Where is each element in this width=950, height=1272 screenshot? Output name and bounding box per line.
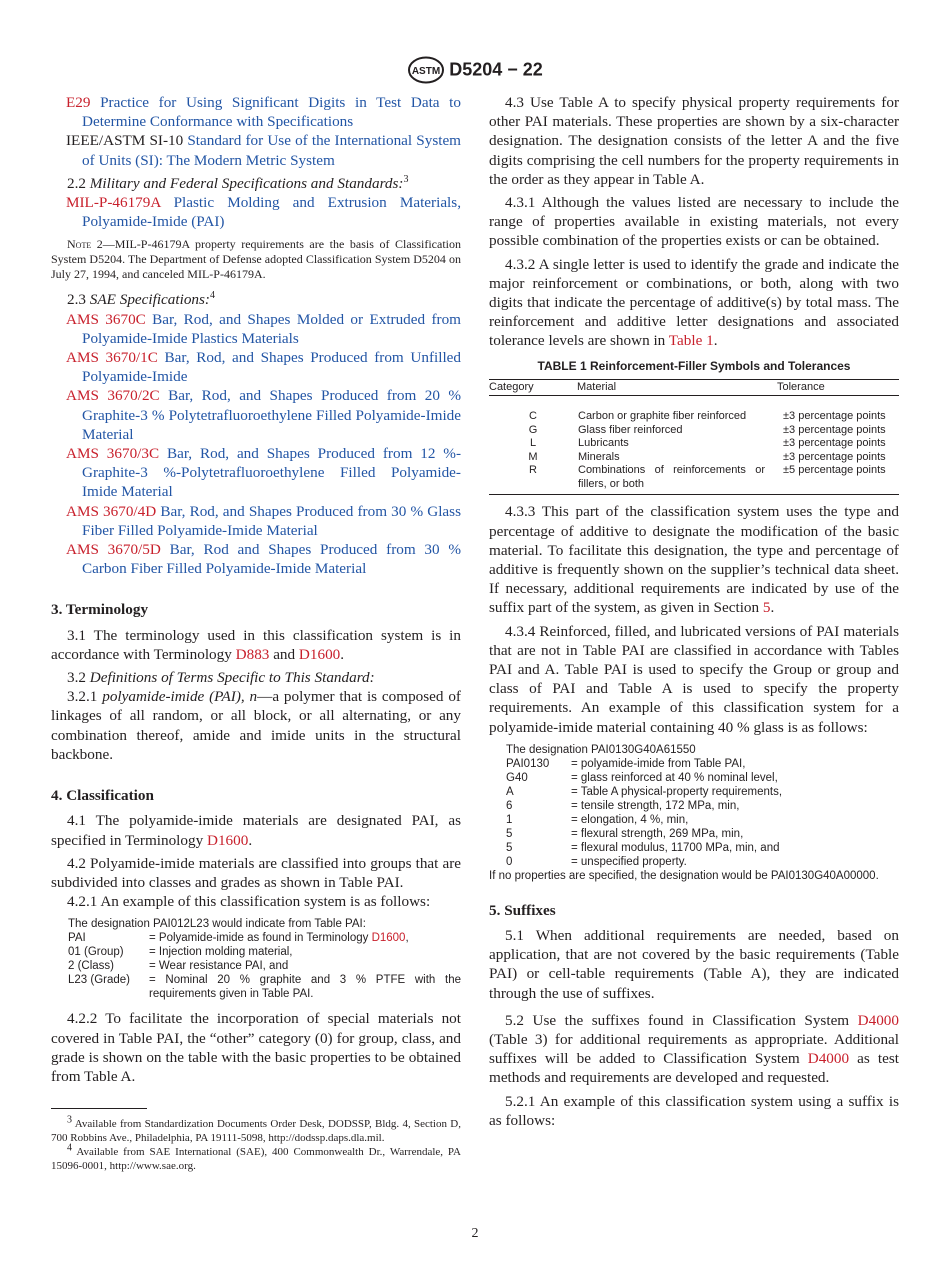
footnote-4-num: 4 bbox=[67, 1142, 72, 1154]
footnote-divider bbox=[51, 1108, 147, 1109]
designation: D5204 − 22 bbox=[449, 59, 543, 80]
sae-ref-code[interactable]: AMS 3670/4D bbox=[66, 502, 157, 520]
example-row bbox=[506, 841, 782, 855]
para-4-2-2: 4.2.2 To facilitate the incorporation of special materials not covered in Table PAI, the “other” category (0) for group, class, and grade is shown on the table with the basic properties to be obtained from Table A. bbox=[51, 1010, 461, 1085]
table-1 bbox=[489, 379, 899, 496]
ref-si10-code: IEEE/ASTM SI-10 bbox=[66, 132, 184, 150]
ref-mil-code[interactable]: MIL-P-46179A bbox=[66, 194, 161, 212]
table-cell: L bbox=[529, 437, 537, 450]
link-d1600[interactable]: D1600 bbox=[298, 645, 341, 663]
table-row bbox=[489, 396, 899, 424]
astm-logo-icon bbox=[407, 56, 445, 84]
section-2-2 bbox=[51, 174, 461, 193]
link-d4000[interactable]: D4000 bbox=[807, 1050, 850, 1068]
example-value: = unspecified property. bbox=[571, 855, 687, 868]
para-4-3-2-text: . bbox=[713, 332, 718, 350]
footnote-3 bbox=[51, 1114, 461, 1145]
section-2-2-num: 2.2 bbox=[67, 174, 86, 192]
table-cell: M bbox=[528, 450, 538, 463]
para-3-1-text: and bbox=[269, 645, 299, 663]
table-header-row bbox=[489, 379, 899, 396]
ref-mil bbox=[51, 193, 461, 231]
sae-ref-title[interactable]: Bar, Rod, and Shapes Molded or Extruded from Polyamide-Imide Plastics Materials bbox=[82, 310, 461, 347]
table-cell: Lubricants bbox=[578, 437, 629, 450]
example-value: = Injection molding material, bbox=[149, 946, 293, 959]
example-value: = Wear resistance PAI, and bbox=[149, 960, 289, 973]
sae-ref bbox=[51, 348, 461, 386]
para-4-1 bbox=[51, 811, 461, 849]
example-value: = flexural strength, 269 MPa, min, bbox=[571, 827, 744, 840]
svg-text:ASTM: ASTM bbox=[412, 66, 441, 77]
section-2-3 bbox=[51, 290, 461, 309]
example-table bbox=[68, 931, 461, 1001]
example-pai0130g40a61550 bbox=[489, 743, 899, 883]
para-4-3-3-text: . bbox=[770, 599, 775, 617]
defined-term: polyamide-imide (PAI), n bbox=[102, 688, 258, 706]
example-row bbox=[68, 931, 461, 945]
heading-suffixes: 5. Suffixes bbox=[489, 901, 556, 919]
table-cell: G bbox=[528, 423, 538, 436]
link-table-1[interactable]: Table 1 bbox=[668, 332, 714, 350]
definition-text: —a polymer that is composed of linkages of all random, or all block, or all alternating, or any combination thereof, amide and imide units in the structural backbone. bbox=[51, 688, 461, 763]
page-header bbox=[0, 56, 950, 84]
sae-ref-title[interactable]: Bar, Rod and Shapes Produced from 30 % Carbon Fiber Filled Polyamide-Imide Material bbox=[82, 541, 462, 578]
para-4-3-1: 4.3.1 Although the values listed are necessary to include the range of properties available in existing materials, not every possible combination of the properties exists or can be obtained. bbox=[489, 194, 899, 250]
para-4-1-text: . bbox=[248, 831, 253, 849]
column-header: Category bbox=[489, 379, 577, 396]
example-key: PAI0130 bbox=[506, 757, 550, 770]
ref-si10-title[interactable]: Standard for Use of the International System of Units (SI): The Modern Metric System bbox=[82, 132, 462, 169]
table-cell: ±3 percentage points bbox=[783, 437, 886, 450]
para-4-2: 4.2 Polyamide-imide materials are classified into groups that are subdivided into classes and grades as shown in Table PAI. bbox=[51, 854, 461, 891]
link-d883[interactable]: D883 bbox=[235, 645, 270, 663]
ref-e29 bbox=[51, 93, 461, 131]
column-header: Tolerance bbox=[777, 379, 899, 396]
example-key: 1 bbox=[506, 813, 513, 826]
sae-ref-code[interactable]: AMS 3670/5D bbox=[66, 541, 161, 559]
table-cell: Carbon or graphite fiber reinforced bbox=[578, 410, 747, 423]
para-5-2-text: (Table 3) for additional requirements as appropriate. Additional suffixes will be added to Classification System bbox=[489, 1031, 899, 1068]
left-column bbox=[51, 93, 461, 1086]
ref-e29-code[interactable]: E29 bbox=[66, 94, 91, 111]
example-row bbox=[506, 827, 782, 841]
para-5-1: 5.1 When additional requirements are needed, based on application, that are not covered by the basic requirements (Table PAI) or cell-table requirements (Table A), they are indicated through the use of suffixes. bbox=[489, 926, 899, 1002]
example-key: 0 bbox=[506, 855, 513, 868]
para-3-1 bbox=[51, 626, 461, 664]
sae-ref bbox=[51, 386, 461, 444]
table-cell: Minerals bbox=[578, 450, 620, 463]
footnote-ref-3[interactable]: 3 bbox=[403, 173, 409, 185]
example-pai012l23 bbox=[68, 917, 461, 1001]
footnotes bbox=[51, 1114, 461, 1173]
para-3-2-1-num: 3.2.1 bbox=[67, 688, 103, 706]
example-row bbox=[68, 959, 461, 973]
table-row bbox=[489, 424, 899, 438]
example-intro: The designation PAI0130G40A61550 bbox=[506, 743, 696, 756]
link-d1600[interactable]: D1600 bbox=[371, 932, 406, 945]
section-2-2-title: Military and Federal Specifications and Standards: bbox=[89, 174, 404, 192]
right-column bbox=[489, 93, 899, 1130]
example-key: 01 (Group) bbox=[68, 946, 124, 959]
example-row bbox=[68, 973, 461, 1001]
example-value-text: = Polyamide-imide as found in Terminology bbox=[149, 932, 372, 945]
example-row bbox=[68, 945, 461, 959]
sae-ref-title[interactable]: Bar, Rod, and Shapes Produced from 12 %-Graphite-3 %-Polytetrafluoroethylene Filled Polyamide-Imide Material bbox=[82, 445, 462, 501]
example-value: = polyamide-imide from Table PAI, bbox=[571, 757, 746, 770]
example-value bbox=[149, 931, 461, 945]
para-3-2 bbox=[51, 668, 461, 687]
heading-classification: 4. Classification bbox=[51, 787, 154, 805]
heading-terminology: 3. Terminology bbox=[51, 601, 149, 619]
sae-ref-title[interactable]: Bar, Rod, and Shapes Produced from Unfilled Polyamide-Imide bbox=[82, 349, 461, 386]
table-row bbox=[489, 451, 899, 465]
para-4-3-3 bbox=[489, 502, 899, 617]
table-cell: Glass fiber reinforced bbox=[578, 423, 683, 436]
sae-ref-list bbox=[51, 310, 461, 579]
link-d1600[interactable]: D1600 bbox=[206, 831, 249, 849]
ref-si10 bbox=[51, 131, 461, 169]
para-3-1-text: . bbox=[340, 645, 345, 663]
example-row bbox=[506, 813, 782, 827]
table-cell: R bbox=[489, 464, 577, 495]
example-value: = glass reinforced at 40 % nominal level, bbox=[571, 771, 778, 784]
example-row bbox=[506, 785, 782, 799]
footnote-4 bbox=[51, 1142, 461, 1173]
example-key: 5 bbox=[506, 827, 513, 840]
table-cell: Combinations of reinforcements or fillers, or both bbox=[577, 464, 777, 495]
ref-mil-title[interactable]: Plastic Molding and Extrusion Materials, Polyamide-Imide (PAI) bbox=[82, 194, 461, 231]
example-outro: If no properties are specified, the designation would be PAI0130G40A00000. bbox=[489, 869, 879, 882]
sae-ref-code[interactable]: AMS 3670/3C bbox=[66, 445, 160, 463]
section-2-3-title: SAE Specifications: bbox=[89, 291, 210, 309]
column-header: Material bbox=[577, 379, 777, 396]
para-3-2-num: 3.2 bbox=[67, 669, 90, 687]
example-key: PAI bbox=[68, 932, 86, 945]
example-row bbox=[506, 771, 782, 785]
para-4-3-4: 4.3.4 Reinforced, filled, and lubricated versions of PAI materials that are not in Table PAI are classified in accordance with Tables PAI and A. Table PAI is used to specify the Group or group and class of PAI and Table A is used to specify the property requirements. An example of this classification system for a polyamide-imide material containing 40 % glass is as follows: bbox=[489, 622, 899, 736]
example-key: G40 bbox=[506, 771, 528, 784]
section-2-3-num: 2.3 bbox=[67, 291, 86, 309]
footnote-3-num: 3 bbox=[67, 1114, 72, 1126]
example-row bbox=[506, 855, 782, 869]
note-2 bbox=[51, 237, 461, 282]
link-section-5[interactable]: 5 bbox=[762, 599, 771, 617]
note-2-label: Note 2 bbox=[67, 237, 103, 252]
table-cell: ±3 percentage points bbox=[783, 450, 886, 463]
example-value-tail: , bbox=[405, 932, 409, 945]
table-cell: ±3 percentage points bbox=[783, 410, 886, 423]
para-4-3-3-text: 4.3.3 This part of the classification system uses the type and percentage of additive to designate the modification of the basic material. To facilitate this designation, the type and percentage of additive is frequently shown on the supplier’s technical data sheet. If necessary, additional requirements are indicated by use of the suffix part of the system, as given in Section bbox=[489, 503, 899, 617]
para-3-2-title: Definitions of Terms Specific to This Standard: bbox=[89, 669, 375, 687]
example-value: = Table A physical-property requirements, bbox=[571, 785, 783, 798]
sae-ref bbox=[51, 540, 461, 578]
table-row bbox=[489, 464, 899, 495]
sae-ref-code[interactable]: AMS 3670C bbox=[66, 310, 146, 328]
para-5-2-text: 5.2 Use the suffixes found in Classification System bbox=[505, 1011, 858, 1029]
table-cell: ±3 percentage points bbox=[783, 423, 886, 436]
sae-ref bbox=[51, 502, 461, 540]
example-value: = Nominal 20 % graphite and 3 % PTFE with the requirements given in Table PAI. bbox=[149, 974, 461, 1001]
example-intro: The designation PAI012L23 would indicate from Table PAI: bbox=[68, 918, 366, 931]
para-5-2-text: as test methods and requirements are developed and requested. bbox=[489, 1050, 900, 1087]
table-1-caption: TABLE 1 Reinforcement-Filler Symbols and Tolerances bbox=[537, 358, 851, 373]
example-key: L23 (Grade) bbox=[68, 974, 131, 987]
example-key: 6 bbox=[506, 799, 513, 812]
para-4-3: 4.3 Use Table A to specify physical property requirements for other PAI materials. These properties are shown by a six-character designation. The designation consists of the letter A and the five digits comprising the cell numbers for the property requirements in the order as they appear in Table A. bbox=[489, 94, 899, 188]
para-4-3-2 bbox=[489, 255, 899, 351]
sae-ref bbox=[51, 444, 461, 502]
para-4-2-1: 4.2.1 An example of this classification system is as follows: bbox=[67, 893, 431, 911]
sae-ref-code[interactable]: AMS 3670/2C bbox=[66, 387, 160, 405]
sae-ref-code[interactable]: AMS 3670/1C bbox=[66, 349, 158, 367]
footnote-3-text: Available from Standardization Documents Order Desk, DODSSP, Bldg. 4, Section D, 700 Robbins Ave., Philadelphia, PA 19111-5098, http://dodssp.daps.dla.mil. bbox=[51, 1118, 461, 1144]
table-cell: C bbox=[529, 410, 537, 423]
footnote-4-text: Available from SAE International (SAE), 400 Commonwealth Dr., Warrendale, PA 15096-0001, http://www.sae.org. bbox=[51, 1146, 461, 1172]
example-value: = flexural modulus, 11700 MPa, min, and bbox=[571, 841, 780, 854]
example-key: A bbox=[506, 785, 514, 798]
note-2-text: —MIL-P-46179A property requirements are the basis of Classification System D5204. The Department of Defense adopted Classification System D5204 on July 27, 1994, and canceled MIL-P-46179A. bbox=[51, 237, 461, 282]
ref-e29-title[interactable]: Practice for Using Significant Digits in Test Data to Determine Conformance with Specifications bbox=[82, 94, 461, 131]
para-4-3-2-text: 4.3.2 A single letter is used to identify the grade and indicate the major reinforcement or combinations, or both, along with two digits that indicate the percentage of additive(s) by total mass. The reinforcement and additive letter designations and associated tolerance levels are shown in bbox=[489, 255, 899, 350]
example-table bbox=[506, 757, 782, 869]
para-3-2-1 bbox=[51, 687, 461, 764]
para-4-1-text: 4.1 The polyamide-imide materials are designated PAI, as specified in Terminology bbox=[51, 812, 461, 849]
example-value: = tensile strength, 172 MPa, min, bbox=[571, 799, 740, 812]
example-row bbox=[506, 799, 782, 813]
table-row bbox=[489, 437, 899, 451]
link-d4000[interactable]: D4000 bbox=[857, 1011, 899, 1029]
para-5-2 bbox=[489, 1011, 899, 1088]
footnote-ref-4[interactable]: 4 bbox=[209, 290, 215, 302]
table-cell: ±5 percentage points bbox=[777, 464, 899, 495]
page-number: 2 bbox=[471, 1226, 479, 1241]
sae-ref bbox=[51, 310, 461, 348]
example-key: 5 bbox=[506, 841, 513, 854]
para-5-2-1: 5.2.1 An example of this classification system using a suffix is as follows: bbox=[489, 1092, 899, 1129]
example-key: 2 (Class) bbox=[68, 960, 115, 973]
example-row bbox=[506, 757, 782, 771]
sae-ref-title[interactable]: Bar, Rod, and Shapes Produced from 30 % Glass Fiber Filled Polyamide-Imide Material bbox=[82, 502, 461, 539]
sae-ref-title[interactable]: Bar, Rod, and Shapes Produced from 20 % Graphite-3 % Polytetrafluoroethylene Filled Polyamide-Imide Material bbox=[82, 387, 461, 443]
para-3-1-text: 3.1 The terminology used in this classification system is in accordance with Terminology bbox=[51, 626, 461, 663]
example-value: = elongation, 4 %, min, bbox=[571, 813, 689, 826]
